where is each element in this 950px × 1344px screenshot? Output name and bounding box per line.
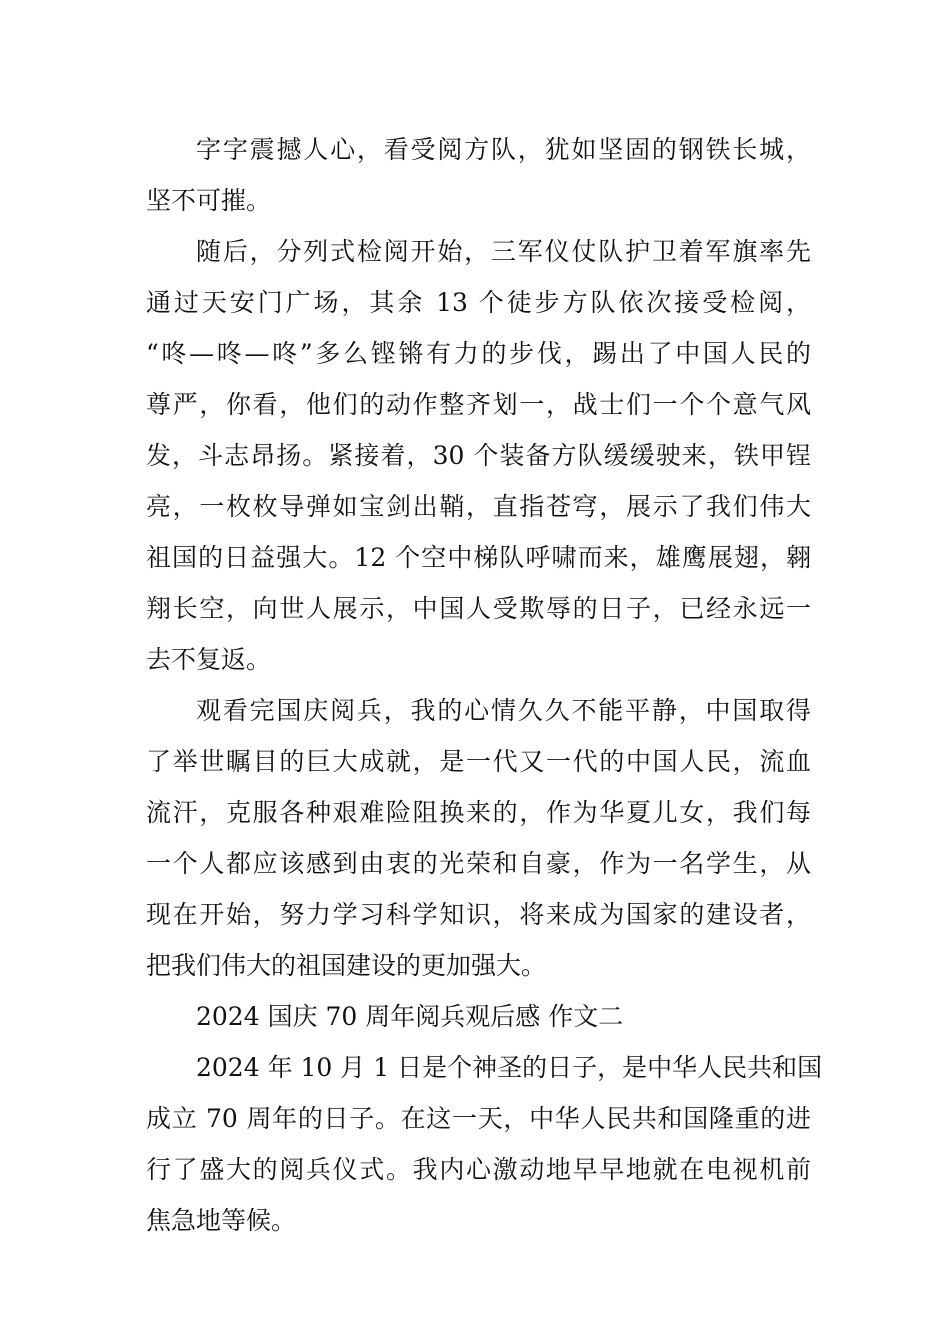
text-line: 发，斗志昂扬。紧接着，30 个装备方队缓缓驶来，铁甲锃 [146, 441, 811, 470]
text-line: 观看完国庆阅兵，我的心情久久不能平静，中国取得 [196, 696, 811, 725]
text-line: 通过天安门广场，其余 13 个徒步方队依次接受检阅， [146, 288, 811, 317]
text-line: 翔长空，向世人展示，中国人受欺辱的日子，已经永远一 [146, 594, 811, 623]
text-line: 亮，一枚枚导弹如宝剑出鞘，直指苍穹，展示了我们伟大 [146, 492, 811, 521]
text-line: 字字震撼人心，看受阅方队，犹如坚固的钢铁长城， [196, 135, 811, 164]
text-line: 流汗，克服各种艰难险阻换来的，作为华夏儿女，我们每 [146, 798, 811, 827]
text-line: 祖国的日益强大。12 个空中梯队呼啸而来，雄鹰展翅，翱 [146, 543, 811, 572]
text-line: 去不复返。 [146, 645, 272, 674]
text-line: 尊严，你看，他们的动作整齐划一，战士们一个个意气风 [146, 390, 811, 419]
text-line: 成立 70 周年的日子。在这一天，中华人民共和国隆重的进 [146, 1104, 811, 1133]
text-line: 坚不可摧。 [146, 186, 272, 215]
text-line: 焦急地等候。 [146, 1206, 297, 1235]
document-body [146, 124, 823, 1246]
text-line: 一个人都应该感到由衷的光荣和自豪，作为一名学生，从 [146, 849, 811, 878]
text-line: 了举世瞩目的巨大成就，是一代又一代的中国人民，流血 [146, 747, 811, 776]
text-line: 把我们伟大的祖国建设的更加强大。 [146, 951, 547, 980]
text-line: 2024 年 10 月 1 日是个神圣的日子，是中华人民共和国 [196, 1053, 823, 1082]
text-line: 随后，分列式检阅开始，三军仪仗队护卫着军旗率先 [196, 237, 811, 266]
text-line: “咚—咚—咚”多么铿锵有力的步伐，踢出了中国人民的 [146, 339, 811, 368]
text-line: 2024 国庆 70 周年阅兵观后感 作文二 [196, 1002, 624, 1031]
text-line: 行了盛大的阅兵仪式。我内心激动地早早地就在电视机前 [146, 1155, 811, 1184]
text-line: 现在开始，努力学习科学知识，将来成为国家的建设者， [146, 900, 811, 929]
